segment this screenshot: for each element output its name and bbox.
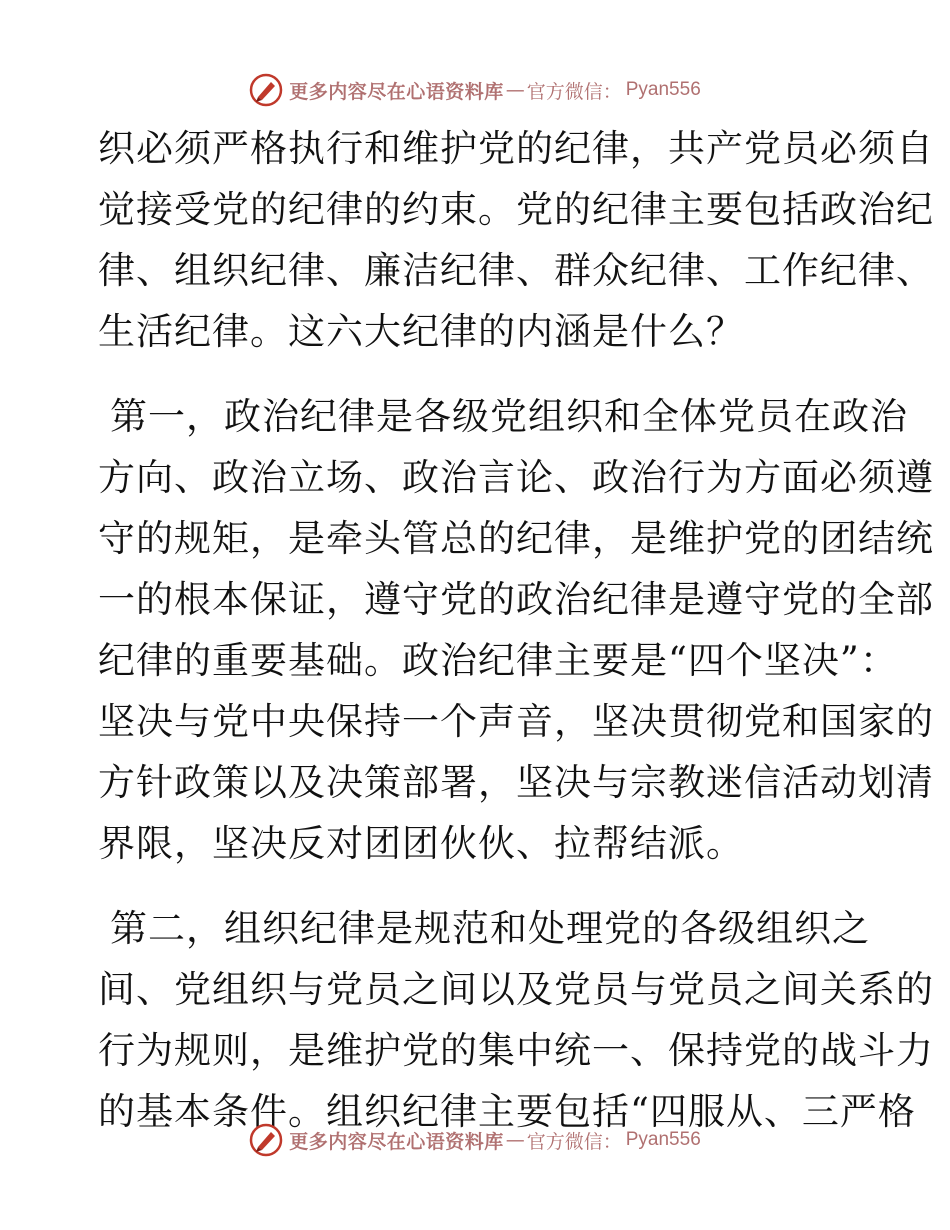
text-line: 觉接受党的纪律的约束。党的纪律主要包括政治纪 — [98, 188, 934, 231]
text-line: 坚决与党中央保持一个声音，坚决贯彻党和国家的 — [98, 700, 934, 743]
text-line: 界限，坚决反对团团伙伙、拉帮结派。 — [98, 822, 744, 865]
paragraph-intro — [98, 118, 934, 362]
text-line: 生活纪律。这六大纪律的内涵是什么？ — [98, 310, 744, 353]
text-line: 律、组织纪律、廉洁纪律、群众纪律、工作纪律、 — [98, 249, 934, 292]
footer-watermark-banner — [0, 1120, 950, 1160]
text-line: 第一，政治纪律是各级党组织和全体党员在政治 — [110, 395, 908, 438]
pen-logo-icon — [249, 1123, 283, 1157]
header-watermark-banner — [0, 70, 950, 110]
wechat-label: 官方微信： — [526, 1130, 622, 1153]
text-line: 纪律的重要基础。政治纪律主要是“四个坚决”： — [98, 639, 898, 682]
text-line: 方针政策以及决策部署，坚决与宗教迷信活动划清 — [98, 761, 934, 804]
document-body — [98, 118, 934, 1142]
text-line: 守的规矩，是牵头管总的纪律，是维护党的团结统 — [98, 517, 934, 560]
pen-logo-icon — [249, 73, 283, 107]
promo-text: 更多内容尽在心语资料库 — [289, 80, 504, 103]
text-line: 第二，组织纪律是规范和处理党的各级组织之 — [110, 907, 870, 950]
text-line: 织必须严格执行和维护党的纪律，共产党员必须自 — [98, 127, 934, 170]
wechat-label: 官方微信： — [526, 80, 622, 103]
banner-dash: — — [505, 1129, 525, 1151]
paragraph-organizational-discipline — [98, 898, 934, 1142]
wechat-handle: Pyan556 — [625, 1129, 701, 1150]
text-line: 行为规则，是维护党的集中统一、保持党的战斗力 — [98, 1029, 934, 1072]
text-line: 一的根本保证，遵守党的政治纪律是遵守党的全部 — [98, 578, 934, 621]
text-line: 方向、政治立场、政治言论、政治行为方面必须遵 — [98, 456, 934, 499]
banner-dash: — — [505, 79, 525, 101]
paragraph-political-discipline — [98, 386, 934, 874]
text-line: 的基本条件。组织纪律主要包括“四服从、三严格 — [98, 1090, 916, 1133]
wechat-handle: Pyan556 — [625, 79, 701, 100]
promo-text: 更多内容尽在心语资料库 — [289, 1130, 504, 1153]
text-line: 间、党组织与党员之间以及党员与党员之间关系的 — [98, 968, 934, 1011]
